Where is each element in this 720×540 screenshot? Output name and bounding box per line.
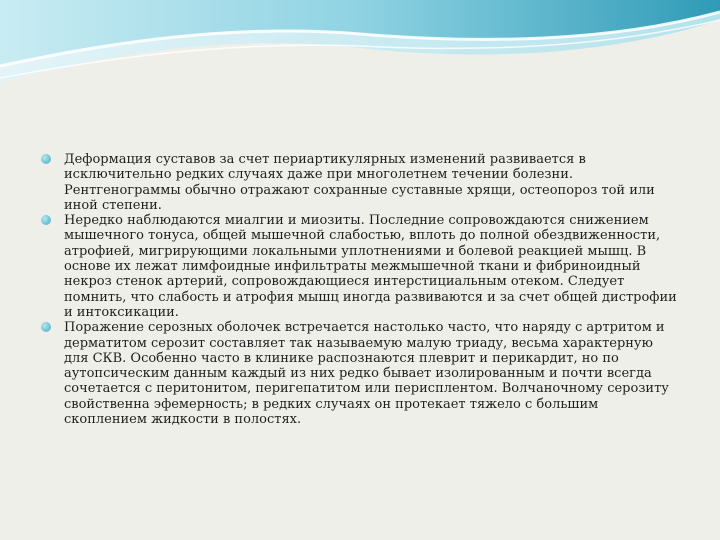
slide-content bbox=[38, 152, 678, 427]
bullet-text: Нередко наблюдаются миалгии и миозиты. Последние сопровождаются снижением мышечного тонуса, общей мышечной слабостью, вплоть до полной обездвиженности, атрофией, мигрирующими локальными уплотнениями и болевой реакцией мышц. В основе их лежат лимфоидные инфильтраты межмышечной ткани и фибриноидный некроз стенок артерий, сопровождающиеся интерстициальным отеком. Следует помнить, что слабость и атрофия мышц иногда развиваются и за счет общей дистрофии и интоксикации. bbox=[64, 213, 677, 320]
bullet-item bbox=[38, 320, 678, 427]
bullet-dot-icon bbox=[41, 322, 51, 332]
bullet-item bbox=[38, 152, 678, 213]
bullet-item bbox=[38, 213, 678, 320]
bullet-dot-icon bbox=[41, 154, 51, 164]
wave-header-decoration bbox=[0, 0, 720, 110]
bullet-dot-icon bbox=[41, 215, 51, 225]
bullet-text: Деформация суставов за счет периартикулярных изменений развивается в исключительно редких случаях даже при многолетнем течении болезни. Рентгенограммы обычно отражают сохранные суставные хрящи, остеопороз той или иной степени. bbox=[64, 152, 655, 213]
bullet-text: Поражение серозных оболочек встречается настолько часто, что наряду с артритом и дерматитом серозит составляет так называемую малую триаду, весьма характерную для СКВ. Особенно часто в клинике распознаются плеврит и перикардит, но по аутопсическим данным каждый из них редко бывает изолированным и почти всегда сочетается с перитонитом, перигепатитом или перисплентом. Волчаночному серозиту свойственна эфемерность; в редких случаях он протекает тяжело с большим скоплением жидкости в полостях. bbox=[64, 320, 669, 428]
bullet-list bbox=[38, 152, 678, 427]
